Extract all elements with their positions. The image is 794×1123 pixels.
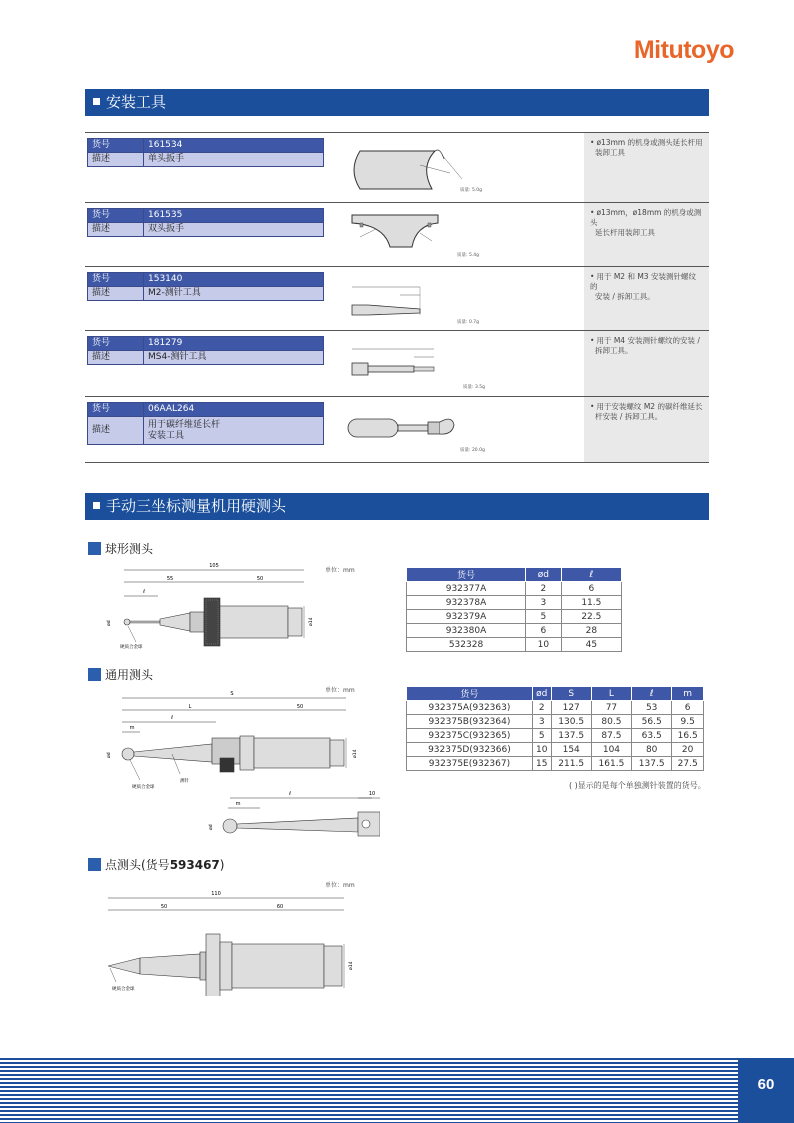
svg-text:ø14: ø14 [309,617,314,626]
table-cell: 77 [591,701,631,715]
table-header-cell: ℓ [632,687,672,701]
svg-text:50: 50 [160,904,168,910]
table-header-row [407,568,622,582]
table-cell: 130.5 [551,715,591,729]
table-header-cell: L [591,687,631,701]
svg-text:55: 55 [166,576,174,582]
svg-text:ø14: ø14 [353,749,358,758]
table-cell: 10 [532,743,551,757]
svg-text:ℓ: ℓ [170,715,174,721]
svg-text:60: 60 [276,904,284,910]
table-cell: 137.5 [551,729,591,743]
svg-text:50: 50 [256,576,264,582]
general-probe-table [406,686,704,771]
svg-text:ød: ød [107,620,112,626]
footer-stripes [0,1058,738,1123]
svg-text:50: 50 [296,704,304,710]
table-row [407,757,704,771]
svg-text:S: S [230,691,234,697]
tool-weight: 质量: 5.0g [460,188,482,193]
table-cell: 10 [525,638,561,652]
table-cell: 11.5 [561,596,621,610]
tool-note: • 用于 M4 安装测针螺纹的安装 / 拆卸工具。 [584,331,709,396]
table-cell: 137.5 [632,757,672,771]
table-cell: 22.5 [561,610,621,624]
table-row [407,729,704,743]
unit-label: 单位：mm [325,567,355,574]
svg-text:硬质合金球: 硬质合金球 [120,645,143,650]
ms4-stylus-tool-figure [340,335,580,395]
table-cell: 16.5 [672,729,704,743]
table-cell: 45 [561,638,621,652]
table-cell: 5 [532,729,551,743]
table-header-cell: m [672,687,704,701]
table-row [407,610,622,624]
table-cell: 80.5 [591,715,631,729]
page-number: 60 [738,1058,794,1123]
svg-text:ød: ød [107,752,112,758]
table-footnote: ( )显示的是每个单独测针装置的货号。 [569,781,706,790]
table-cell: 6 [561,582,621,596]
table-row [407,624,622,638]
tool-info-table: 货号 181279 描述 MS4-测针工具 [87,336,324,365]
table-cell: 56.5 [632,715,672,729]
table-cell: 15 [532,757,551,771]
tool-row-161534 [85,132,709,202]
table-row [407,596,622,610]
svg-text:10: 10 [368,791,376,797]
ball-probe-drawing [100,560,330,660]
unit-label: 单位：mm [325,882,355,889]
svg-text:m: m [129,725,135,731]
table-cell: 932375A(932363) [407,701,533,715]
table-cell: 154 [551,743,591,757]
section-title-install-tools: 安装工具 [85,89,709,116]
table-row [407,701,704,715]
table-cell: 932375B(932364) [407,715,533,729]
tool-row-181279 [85,330,709,396]
tool-weight: 质量: 20.0g [460,448,485,453]
svg-text:硬质合金球: 硬质合金球 [112,987,135,992]
table-cell: 87.5 [591,729,631,743]
tool-row-06AAL264 [85,396,709,463]
svg-text:110: 110 [211,891,221,897]
tool-note: • ø13mm，ø18mm 的机身或测头 延长杆用装卸工具 [584,203,709,266]
tool-row-161535 [85,202,709,266]
table-cell: 2 [532,701,551,715]
table-row [407,743,704,757]
table-cell: 3 [532,715,551,729]
table-cell: 9.5 [672,715,704,729]
table-cell: 932375C(932365) [407,729,533,743]
subheading-point-probe: 点测头(货号593467) [88,856,224,873]
table-cell: 932377A [407,582,526,596]
table-cell: 932379A [407,610,526,624]
tool-row-153140 [85,266,709,330]
tool-note: • 用于安装螺纹 M2 的碳纤维延长 杆安装 / 拆卸工具。 [584,397,709,462]
tool-info-table: 货号 161534 描述 单头扳手 [87,138,324,167]
table-row [407,715,704,729]
subheading-ball-probe: 球形测头 [88,540,153,557]
svg-text:m: m [235,801,241,807]
subheading-general-probe: 通用测头 [88,666,153,683]
table-cell: 3 [525,596,561,610]
svg-text:105: 105 [209,563,219,569]
table-cell: 932380A [407,624,526,638]
svg-text:ℓ: ℓ [142,589,146,595]
table-header-cell: ød [532,687,551,701]
table-cell: 53 [632,701,672,715]
table-cell: 104 [591,743,631,757]
table-header-cell: S [551,687,591,701]
svg-text:ød: ød [209,824,214,830]
general-probe-drawing [100,686,380,856]
svg-text:测针: 测针 [180,779,189,784]
table-row [407,582,622,596]
table-cell: 28 [561,624,621,638]
table-header-cell: 货号 [407,568,526,582]
table-cell: 6 [672,701,704,715]
table-cell: 532328 [407,638,526,652]
table-cell: 63.5 [632,729,672,743]
point-probe-drawing [100,886,360,996]
table-cell: 127 [551,701,591,715]
section-title-hard-probes: 手动三坐标测量机用硬测头 [85,493,709,520]
unit-label: 单位：mm [325,687,355,694]
svg-text:L: L [188,704,192,710]
tool-note: • ø13mm 的机身或测头延长杆用 装卸工具 [584,133,709,202]
svg-text:ø14: ø14 [349,961,354,970]
tool-info-table: 货号 153140 描述 M2-测针工具 [87,272,324,301]
brand-logo: Mitutoyo [633,36,734,64]
table-cell: 211.5 [551,757,591,771]
table-cell: 161.5 [591,757,631,771]
table-cell: 5 [525,610,561,624]
table-cell: 2 [525,582,561,596]
table-cell: 6 [525,624,561,638]
tool-weight: 质量: 3.5g [463,385,485,390]
table-header-cell: ℓ [561,568,621,582]
table-cell: 80 [632,743,672,757]
table-cell: 27.5 [672,757,704,771]
table-row [407,638,622,652]
table-header-cell: 货号 [407,687,533,701]
table-cell: 932375E(932367) [407,757,533,771]
tool-weight: 质量: 5.4g [457,253,479,258]
table-header-row [407,687,704,701]
svg-text:ℓ: ℓ [288,791,292,797]
table-cell: 20 [672,743,704,757]
tool-weight: 质量: 0.7g [457,320,479,325]
table-cell: 932378A [407,596,526,610]
tool-info-table: 货号 06AAL264 描述 用于碳纤维延长杆 安装工具 [87,402,324,445]
table-header-cell: ød [525,568,561,582]
tool-note: • 用于 M2 和 M3 安装测针螺纹的 安装 / 拆卸工具。 [584,267,709,330]
table-cell: 932375D(932366) [407,743,533,757]
tool-info-table: 货号 161535 描述 双头扳手 [87,208,324,237]
svg-text:硬质合金球: 硬质合金球 [132,785,155,790]
ball-probe-table [406,567,622,652]
